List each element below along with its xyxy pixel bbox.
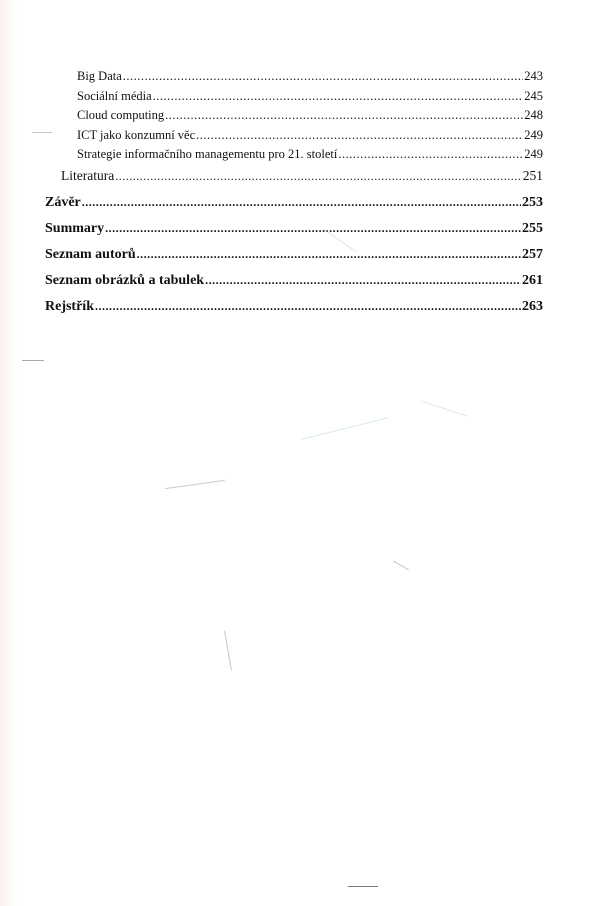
toc-entry-title: Cloud computing bbox=[77, 108, 165, 122]
toc-entry-summary bbox=[45, 221, 543, 237]
scan-artifact bbox=[301, 417, 389, 440]
toc-entry-ict-jako-konzumni-vec bbox=[77, 128, 543, 147]
dot-leader bbox=[115, 169, 522, 184]
toc-entry-page: 249 bbox=[524, 128, 543, 142]
toc-entry-title: Literatura bbox=[61, 168, 115, 183]
toc-entry-seznam-obrazku bbox=[45, 273, 543, 289]
toc-entry-title: Seznam obrázků a tabulek bbox=[45, 273, 205, 288]
toc-entry-seznam-autoru bbox=[45, 247, 543, 263]
toc-entry-cloud-computing bbox=[77, 108, 543, 127]
scan-artifact bbox=[348, 886, 378, 887]
dot-leader bbox=[95, 299, 521, 314]
toc-entry-page: 249 bbox=[524, 147, 543, 161]
dot-leader bbox=[153, 89, 524, 104]
toc-entry-page: 255 bbox=[522, 221, 543, 236]
toc-entry-page: 261 bbox=[522, 273, 543, 288]
dot-leader bbox=[196, 128, 523, 143]
toc-entry-page: 248 bbox=[524, 108, 543, 122]
toc-entry-page: 263 bbox=[522, 299, 543, 314]
toc-entry-socialni-media bbox=[77, 89, 543, 108]
dot-leader bbox=[82, 195, 521, 210]
scan-artifact bbox=[32, 132, 52, 133]
dot-leader bbox=[123, 69, 523, 84]
toc-entry-zaver bbox=[45, 195, 543, 211]
toc-entry-title: Seznam autorů bbox=[45, 247, 136, 262]
toc-entry-page: 245 bbox=[524, 89, 543, 103]
scan-artifact bbox=[224, 631, 232, 671]
scan-artifact bbox=[165, 480, 225, 489]
toc-entry-strategie bbox=[77, 147, 543, 166]
dot-leader bbox=[165, 108, 523, 123]
toc-entry-title: Rejstřík bbox=[45, 299, 94, 314]
scan-artifact bbox=[421, 401, 467, 417]
scan-artifact bbox=[393, 561, 409, 571]
toc-entry-page: 243 bbox=[524, 69, 543, 83]
toc-entry-page: 257 bbox=[522, 247, 543, 262]
dot-leader bbox=[205, 273, 521, 288]
toc-entry-page: 253 bbox=[522, 195, 543, 210]
toc-entry-title: Summary bbox=[45, 221, 105, 236]
dot-leader bbox=[137, 247, 521, 262]
dot-leader bbox=[338, 147, 523, 162]
toc-entry-title: Strategie informačního managementu pro 21. století bbox=[77, 147, 338, 161]
toc-entry-rejstrik bbox=[45, 299, 543, 315]
toc-entry-literatura bbox=[61, 168, 543, 184]
toc-entry-title: ICT jako konzumní věc bbox=[77, 128, 196, 142]
toc-entry-title: Sociální média bbox=[77, 89, 152, 103]
dot-leader bbox=[105, 221, 521, 236]
scan-artifact bbox=[22, 360, 44, 361]
toc-entry-title: Závěr bbox=[45, 195, 81, 210]
toc-entry-page: 251 bbox=[522, 168, 543, 183]
toc-entry-title: Big Data bbox=[77, 69, 122, 83]
toc-entry-big-data bbox=[77, 69, 543, 88]
